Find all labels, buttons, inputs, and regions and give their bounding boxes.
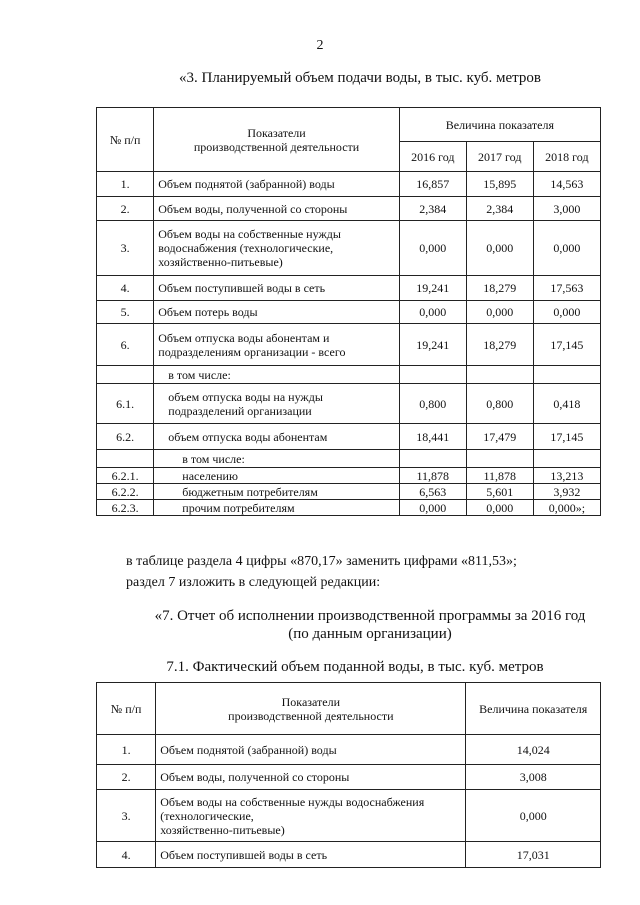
row-num: 3. <box>97 790 156 842</box>
row-label <box>154 366 400 384</box>
value-2018 <box>533 366 600 384</box>
value-2016: 0,800 <box>399 384 466 424</box>
table-row <box>97 735 601 765</box>
value-2017: 0,000 <box>466 301 533 324</box>
row-label-line: объем отпуска воды абонентам <box>168 429 328 444</box>
row-value: 3,008 <box>466 765 601 790</box>
row-label-line: в том числе: <box>182 451 245 466</box>
header-value: Величина показателя <box>466 683 601 735</box>
table-row <box>97 500 601 516</box>
value-2016 <box>399 366 466 384</box>
value-2016: 18,441 <box>399 424 466 450</box>
value-2017: 18,279 <box>466 324 533 366</box>
row-num: 6.2.2. <box>97 484 154 500</box>
header-num: № п/п <box>97 683 156 735</box>
table-row <box>97 450 601 468</box>
row-num: 6.2. <box>97 424 154 450</box>
table-row <box>97 842 601 868</box>
table-row <box>97 790 601 842</box>
row-label <box>154 424 400 450</box>
table-row <box>97 172 601 197</box>
value-2016: 0,000 <box>399 500 466 516</box>
planned-water-supply-table <box>96 107 601 516</box>
row-num: 3. <box>97 221 154 276</box>
row-label <box>154 172 400 197</box>
value-2018: 17,145 <box>533 424 600 450</box>
row-num: 5. <box>97 301 154 324</box>
table-row <box>97 765 601 790</box>
table-row <box>97 424 601 450</box>
row-label <box>156 735 466 765</box>
row-label <box>154 276 400 301</box>
row-label <box>154 197 400 221</box>
amendment-paragraph-1: в таблице раздела 4 цифры «870,17» заменить цифрами «811,53»; <box>126 554 517 569</box>
row-label-line: Объем поступившей воды в сеть <box>158 281 326 295</box>
header-year-2017: 2017 год <box>466 142 533 172</box>
table-row <box>97 276 601 301</box>
row-label-line: Объем воды на собственные нужды водоснабжения <box>160 794 425 809</box>
value-2016: 0,000 <box>399 301 466 324</box>
header-num: № п/п <box>97 108 154 172</box>
value-2016: 2,384 <box>399 197 466 221</box>
row-label-line: прочим потребителям <box>182 500 295 515</box>
row-label-line: населению <box>182 468 238 483</box>
header-indicator-line-2: производственной деятельности <box>228 708 394 723</box>
value-2018: 0,000 <box>533 301 600 324</box>
value-2017 <box>466 450 533 468</box>
row-label-line: Объем отпуска воды абонентам и <box>158 330 330 345</box>
row-label <box>154 221 400 276</box>
row-label-line: объем отпуска воды на нужды <box>168 389 323 404</box>
value-2016: 19,241 <box>399 324 466 366</box>
table-row <box>97 324 601 366</box>
header-indicator-line-2: производственной деятельности <box>193 139 360 154</box>
header-indicator <box>154 108 400 172</box>
row-label-line: Объем воды на собственные нужды <box>158 227 341 241</box>
value-2017: 0,000 <box>466 221 533 276</box>
row-label <box>154 500 400 516</box>
row-label-line: хозяйственно-питьевые) <box>158 255 283 269</box>
table-row <box>97 301 601 324</box>
row-num: 2. <box>97 197 154 221</box>
value-2018: 0,000»; <box>533 500 600 516</box>
section-3-title: «3. Планируемый объем подачи воды, в тыс. куб. метров <box>178 70 542 86</box>
value-2018: 0,418 <box>533 384 600 424</box>
value-2016: 19,241 <box>399 276 466 301</box>
value-2017: 0,800 <box>466 384 533 424</box>
actual-water-supply-table <box>96 682 601 868</box>
row-label-line: (технологические, <box>160 808 254 823</box>
row-label <box>154 301 400 324</box>
header-value-group: Величина показателя <box>399 108 600 142</box>
row-num: 4. <box>97 276 154 301</box>
value-2016: 0,000 <box>399 221 466 276</box>
row-num: 6.1. <box>97 384 154 424</box>
value-2016: 6,563 <box>399 484 466 500</box>
row-label-line: Объем воды, полученной со стороны <box>158 201 348 216</box>
page-number: 2 <box>316 38 324 53</box>
value-2018: 17,563 <box>533 276 600 301</box>
value-2017 <box>466 366 533 384</box>
row-num: 6. <box>97 324 154 366</box>
row-label <box>156 765 466 790</box>
table-row <box>97 221 601 276</box>
amendment-paragraph-2: раздел 7 изложить в следующей редакции: <box>126 575 381 590</box>
row-label-line: Объем потерь воды <box>158 305 258 319</box>
row-num: 1. <box>97 172 154 197</box>
value-2016: 16,857 <box>399 172 466 197</box>
value-2018: 17,145 <box>533 324 600 366</box>
value-2018 <box>533 450 600 468</box>
value-2018: 3,000 <box>533 197 600 221</box>
value-2017: 17,479 <box>466 424 533 450</box>
table-row <box>97 366 601 384</box>
row-label <box>154 384 400 424</box>
row-label <box>154 468 400 484</box>
row-label-line: Объем поступившей воды в сеть <box>160 847 328 862</box>
value-2018: 0,000 <box>533 221 600 276</box>
row-label <box>156 790 466 842</box>
value-2017: 0,000 <box>466 500 533 516</box>
section-7-title: «7. Отчет об исполнении производственной программы за 2016 год <box>154 608 586 624</box>
row-label-line: подразделениям организации - всего <box>158 344 346 359</box>
section-7-subtitle: (по данным организации) <box>288 626 452 642</box>
row-num: 6.2.1. <box>97 468 154 484</box>
table-row <box>97 197 601 221</box>
row-num: 6.2.3. <box>97 500 154 516</box>
row-label-line: бюджетным потребителям <box>182 484 318 499</box>
row-label-line: водоснабжения (технологические, <box>158 241 334 255</box>
row-label <box>156 842 466 868</box>
row-label-line: Объем поднятой (забранной) воды <box>158 177 335 191</box>
table-row <box>97 384 601 424</box>
row-num: 4. <box>97 842 156 868</box>
row-label <box>154 324 400 366</box>
row-label-line: хозяйственно-питьевые) <box>160 822 285 837</box>
value-2018: 3,932 <box>533 484 600 500</box>
row-num <box>97 366 154 384</box>
table-row <box>97 468 601 484</box>
row-label-line: подразделений организации <box>168 403 312 418</box>
row-label-line: Объем поднятой (забранной) воды <box>160 742 337 757</box>
value-2018: 13,213 <box>533 468 600 484</box>
value-2017: 5,601 <box>466 484 533 500</box>
value-2016 <box>399 450 466 468</box>
value-2017: 15,895 <box>466 172 533 197</box>
value-2017: 11,878 <box>466 468 533 484</box>
row-num: 2. <box>97 765 156 790</box>
value-2018: 14,563 <box>533 172 600 197</box>
row-value: 14,024 <box>466 735 601 765</box>
value-2017: 18,279 <box>466 276 533 301</box>
row-label-line: в том числе: <box>168 367 231 382</box>
row-num: 1. <box>97 735 156 765</box>
row-value: 0,000 <box>466 790 601 842</box>
header-year-2016: 2016 год <box>399 142 466 172</box>
row-label-line: Объем воды, полученной со стороны <box>160 770 350 784</box>
header-indicator-line-1: Показатели <box>281 694 341 709</box>
value-2017: 2,384 <box>466 197 533 221</box>
table-row <box>97 484 601 500</box>
row-label <box>154 450 400 468</box>
section-7-1-title: 7.1. Фактический объем поданной воды, в тыс. куб. метров <box>166 659 544 675</box>
row-value: 17,031 <box>466 842 601 868</box>
row-label <box>154 484 400 500</box>
header-indicator-line-1: Показатели <box>247 125 306 140</box>
header-year-2018: 2018 год <box>533 142 600 172</box>
value-2016: 11,878 <box>399 468 466 484</box>
row-num <box>97 450 154 468</box>
header-indicator <box>156 683 466 735</box>
